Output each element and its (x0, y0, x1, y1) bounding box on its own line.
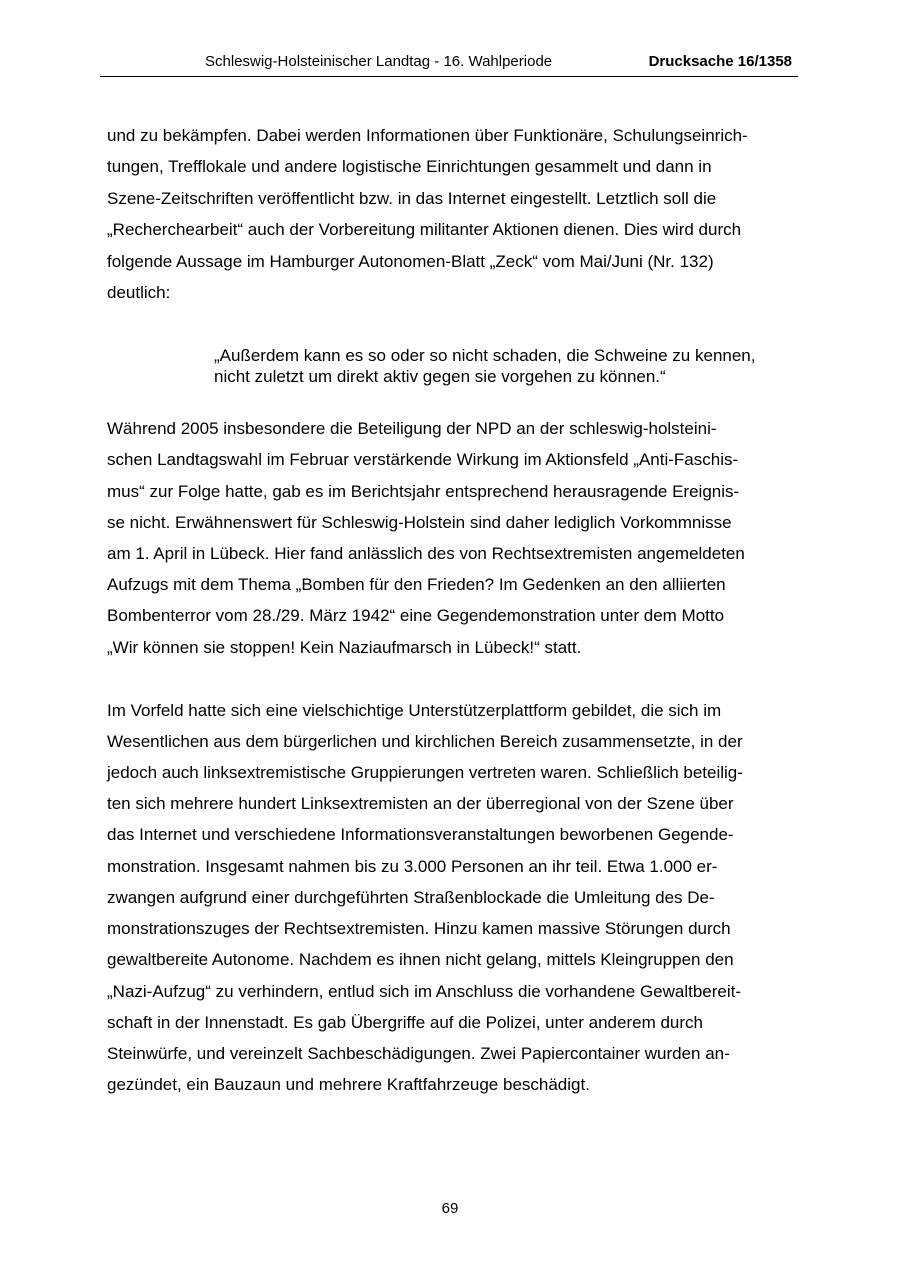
paragraph-line: deutlich: (107, 283, 171, 302)
paragraph-line: se nicht. Erwähnenswert für Schleswig-Holstein sind daher lediglich Vorkommnisse (107, 513, 732, 532)
paragraph-line: gezündet, ein Bauzaun und mehrere Kraftfahrzeuge beschädigt. (107, 1075, 590, 1094)
paragraph-line: Aufzugs mit dem Thema „Bomben für den Frieden? Im Gedenken an den alliierten (107, 575, 726, 594)
paragraph-line: jedoch auch linksextremistische Gruppierungen vertreten waren. Schließlich beteilig- (107, 763, 743, 782)
paragraph-line: Während 2005 insbesondere die Beteiligung der NPD an der schleswig-holsteini- (107, 419, 717, 438)
paragraph-line: Szene-Zeitschriften veröffentlicht bzw. in das Internet eingestellt. Letztlich soll die (107, 189, 717, 208)
header-title: Schleswig-Holsteinischer Landtag - 16. Wahlperiode (205, 53, 553, 70)
paragraph-line: „Nazi-Aufzug“ zu verhindern, entlud sich im Anschluss die vorhandene Gewaltbereit- (107, 982, 742, 1001)
document-number: Drucksache 16/1358 (648, 53, 792, 70)
quote-line: nicht zuletzt um direkt aktiv gegen sie vorgehen zu können.“ (214, 367, 666, 386)
paragraph-line: monstration. Insgesamt nahmen bis zu 3.000 Personen an ihr teil. Etwa 1.000 er- (107, 857, 718, 876)
paragraph-line: tungen, Trefflokale und andere logistische Einrichtungen gesammelt und dann in (107, 157, 712, 176)
paragraph-line: Im Vorfeld hatte sich eine vielschichtige Unterstützerplattform gebildet, die sich im (107, 701, 722, 720)
paragraph-line: „Recherchearbeit“ auch der Vorbereitung militanter Aktionen dienen. Dies wird durch (107, 220, 742, 239)
paragraph-line: Wesentlichen aus dem bürgerlichen und kirchlichen Bereich zusammensetzte, in der (107, 732, 743, 751)
paragraph-line: monstrationszuges der Rechtsextremisten. Hinzu kamen massive Störungen durch (107, 919, 731, 938)
paragraph-line: das Internet und verschiedene Informationsveranstaltungen beworbenen Gegende- (107, 825, 734, 844)
paragraph-line: „Wir können sie stoppen! Kein Naziaufmarsch in Lübeck!“ statt. (107, 638, 582, 657)
paragraph-line: Bombenterror vom 28./29. März 1942“ eine Gegendemonstration unter dem Motto (107, 606, 725, 625)
paragraph-line: und zu bekämpfen. Dabei werden Informationen über Funktionäre, Schulungseinrich- (107, 126, 748, 145)
paragraph-line: Steinwürfe, und vereinzelt Sachbeschädigungen. Zwei Papiercontainer wurden an- (107, 1044, 730, 1063)
paragraph-line: schen Landtagswahl im Februar verstärkende Wirkung im Aktionsfeld „Anti-Faschis- (107, 450, 739, 469)
quote-line: „Außerdem kann es so oder so nicht schaden, die Schweine zu kennen, (214, 346, 756, 365)
paragraph-line: folgende Aussage im Hamburger Autonomen-Blatt „Zeck“ vom Mai/Juni (Nr. 132) (107, 252, 714, 271)
paragraph-line: schaft in der Innenstadt. Es gab Übergriffe auf die Polizei, unter anderem durch (107, 1013, 703, 1032)
paragraph-line: am 1. April in Lübeck. Hier fand anlässlich des von Rechtsextremisten angemeldeten (107, 544, 745, 563)
paragraph-line: gewaltbereite Autonome. Nachdem es ihnen nicht gelang, mittels Kleingruppen den (107, 950, 734, 969)
page-number: 69 (441, 1200, 459, 1217)
paragraph-line: ten sich mehrere hundert Linksextremisten an der überregional von der Szene über (107, 794, 734, 813)
paragraph-line: mus“ zur Folge hatte, gab es im Berichtsjahr entsprechend herausragende Ereignis- (107, 482, 740, 501)
page-header (100, 52, 798, 77)
paragraph-line: zwangen aufgrund einer durchgeführten Straßenblockade die Umleitung des De- (107, 888, 715, 907)
